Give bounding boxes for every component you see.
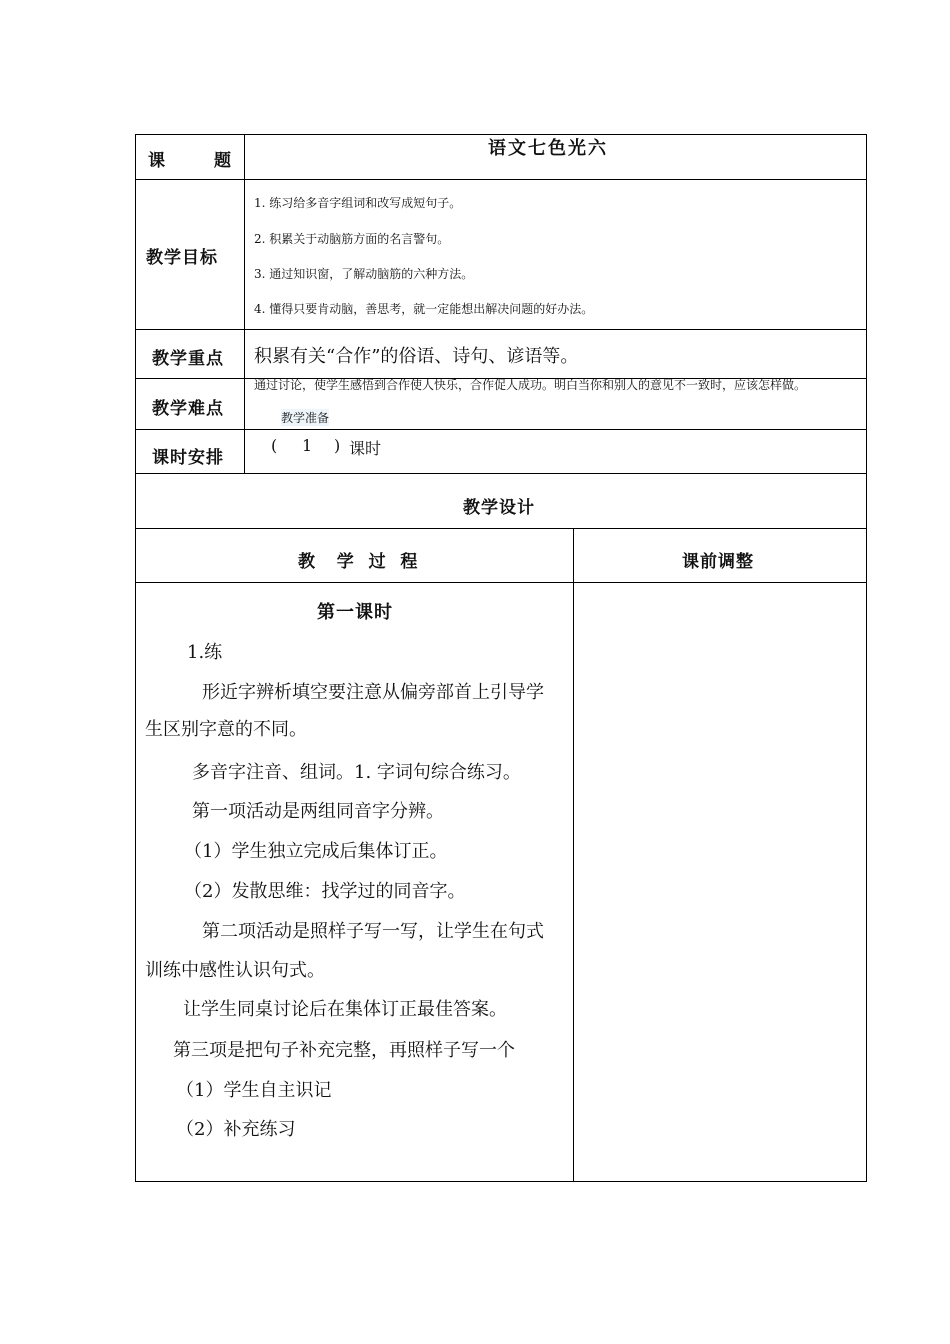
prep-note: 教学准备	[281, 411, 330, 425]
process-line: 第一项活动是两组同音字分辨。	[192, 801, 444, 822]
schedule-label: 课时安排	[152, 448, 224, 468]
process-line: 1.练	[187, 642, 223, 663]
process-line: 形近字辨析填空要注意从偏旁部首上引导学	[202, 682, 544, 703]
table-border-right	[866, 134, 867, 1182]
process-line: （1）学生自主识记	[176, 1080, 332, 1101]
schedule-close-paren: )	[334, 436, 341, 455]
process-line: 第二项活动是照样子写一写，让学生在句式	[202, 921, 544, 942]
process-heading: 教 学 过 程	[298, 552, 419, 572]
key-points-text: 积累有关“合作”的俗语、诗句、谚语等。	[254, 346, 579, 367]
topic-title: 语文七色光六	[488, 138, 608, 159]
goal-item: 3. 通过知识窗，了解动脑筋的六种方法。	[254, 267, 474, 281]
schedule-open-paren: (	[271, 436, 278, 455]
process-line: 多音字注音、组词。1. 字词句综合练习。	[192, 762, 521, 783]
lesson-title: 第一课时	[317, 602, 393, 623]
process-line: （1）学生独立完成后集体订正。	[184, 841, 448, 862]
topic-label-b: 题	[214, 151, 232, 171]
process-column-divider	[573, 528, 574, 1182]
schedule-count: 1	[302, 436, 313, 455]
table-border-bottom	[135, 1181, 867, 1182]
row-divider	[135, 528, 867, 529]
key-points-label: 教学重点	[152, 349, 224, 369]
process-line: 训练中感性认识句式。	[145, 960, 325, 981]
difficulties-text: 通过讨论，使学生感悟到合作使人快乐，合作促人成功。明白当你和别人的意见不一致时，应该怎样做。	[254, 378, 807, 392]
adjust-heading: 课前调整	[682, 552, 754, 572]
process-line: 让学生同桌讨论后在集体订正最佳答案。	[183, 999, 507, 1020]
table-border-left	[135, 134, 136, 1182]
schedule-unit: 课时	[349, 439, 382, 458]
process-line: （2）发散思维：找学过的同音字。	[184, 881, 466, 902]
label-column-divider	[244, 134, 245, 474]
design-heading: 教学设计	[463, 498, 535, 518]
process-line: 生区别字意的不同。	[145, 719, 307, 740]
goal-item: 4. 懂得只要肯动脑，善思考，就一定能想出解决问题的好办法。	[254, 302, 594, 316]
row-divider	[135, 582, 867, 583]
difficulties-label: 教学难点	[152, 399, 224, 419]
goals-label: 教学目标	[146, 248, 218, 268]
topic-label-a: 课	[148, 151, 166, 171]
process-line: （2）补充练习	[176, 1119, 296, 1140]
goal-item: 1. 练习给多音字组词和改写成短句子。	[254, 196, 462, 210]
goal-item: 2. 积累关于动脑筋方面的名言警句。	[254, 232, 450, 246]
process-line: 第三项是把句子补充完整，再照样子写一个	[173, 1040, 515, 1061]
